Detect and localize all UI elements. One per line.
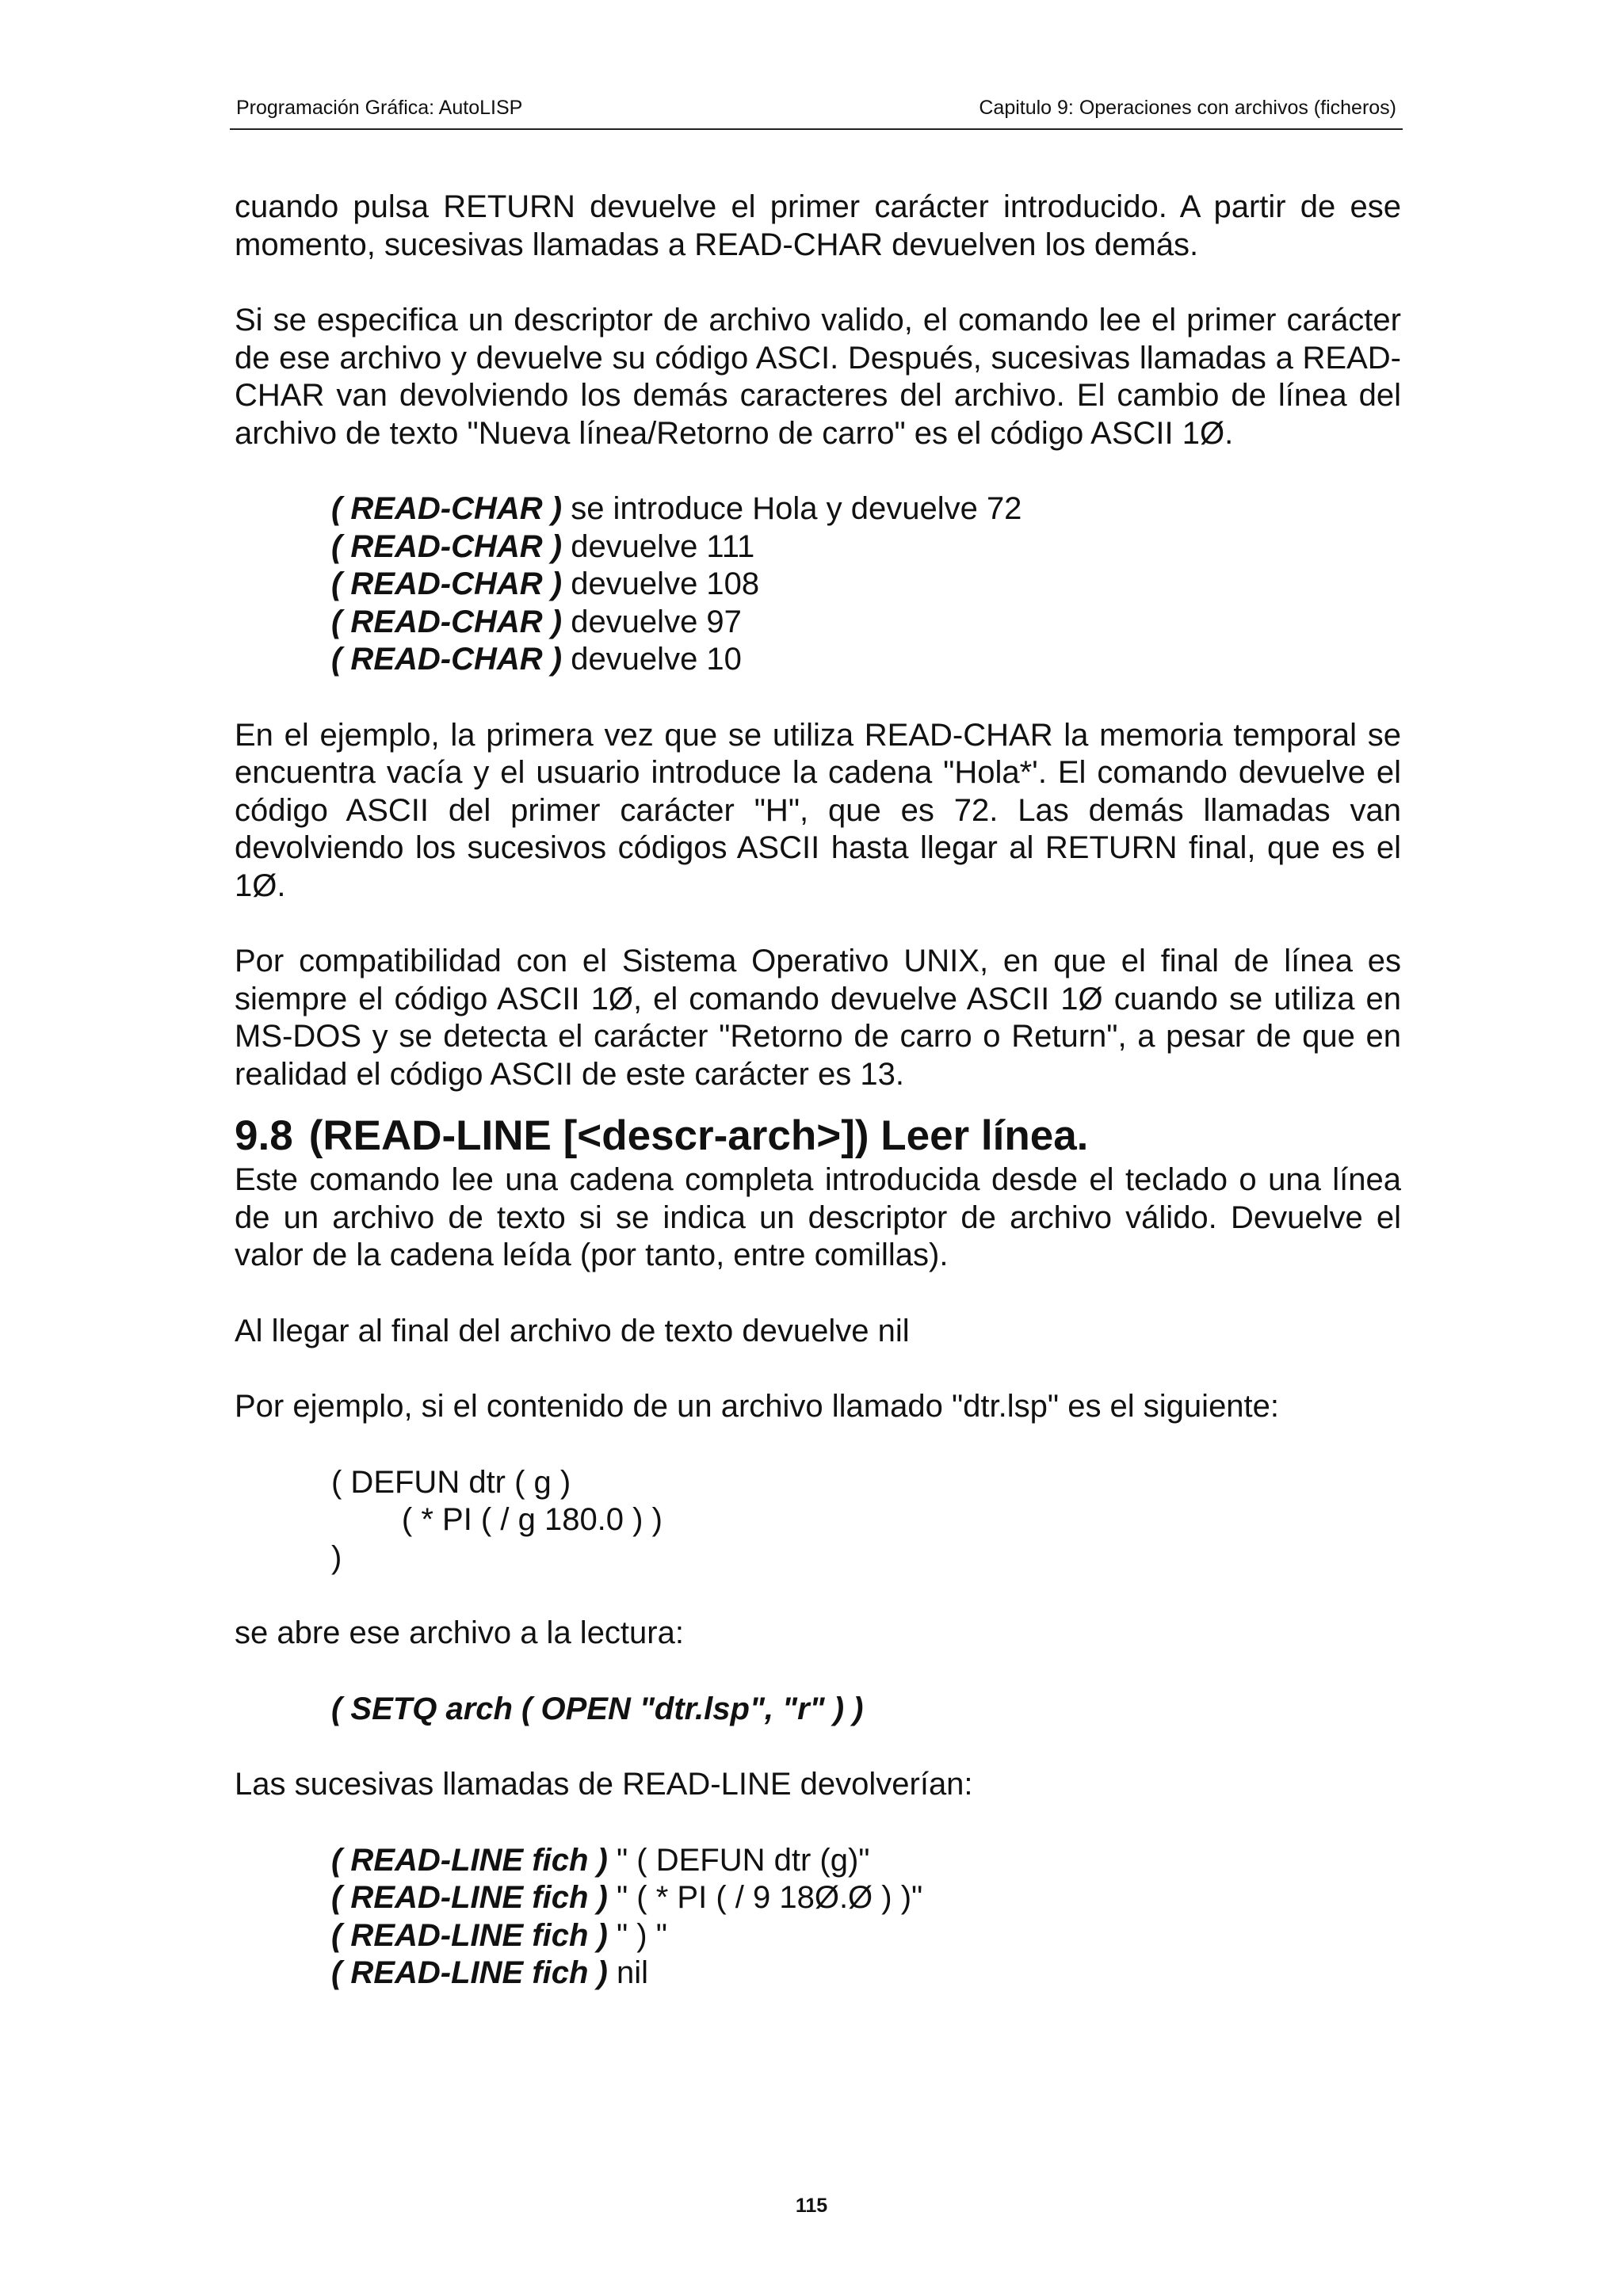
function-call: ( READ-CHAR )	[331, 642, 563, 677]
paragraph: Por ejemplo, si el contenido de un archivo llamado "dtr.lsp" es el siguiente:	[235, 1389, 1280, 1424]
paragraph: cuando pulsa RETURN devuelve el primer carácter introducido. A partir de ese momento, sucesivas llamadas a READ-CHAR devuelven los demás.	[235, 189, 1401, 262]
page-header	[230, 93, 1403, 130]
paragraph: Por compatibilidad con el Sistema Operativo UNIX, en que el final de línea es siempre el código ASCII 1Ø, el comando devuelve ASCII 1Ø cuando se utiliza en MS-DOS y se detecta el carácter "Retorno de carro o Return", a pesar de que en realidad el código ASCII de este carácter es 13.	[235, 944, 1401, 1092]
code-line	[331, 566, 1401, 604]
page-body	[235, 189, 1401, 1993]
code-line	[331, 1842, 1401, 1880]
function-call: ( READ-LINE fich )	[331, 1842, 608, 1878]
paragraph: Este comando lee una cadena completa introducida desde el teclado o una línea de un archivo de texto si se indica un descriptor de archivo válido. Devuelve el valor de la cadena leída (por tanto, entre comillas).	[235, 1162, 1401, 1272]
code-result: devuelve 111	[562, 528, 755, 564]
setq-example	[331, 1691, 1401, 1729]
dtr-code-block	[331, 1464, 1401, 1577]
function-call: ( READ-LINE fich )	[331, 1917, 608, 1953]
section-heading	[235, 1111, 1401, 1161]
code-line	[331, 490, 1401, 528]
code-result: " ( DEFUN dtr (g)"	[607, 1842, 870, 1878]
readline-example-block	[331, 1842, 1401, 1993]
paragraph: Si se especifica un descriptor de archivo valido, el comando lee el primer carácter de ese archivo y devuelve su código ASCI. Después, sucesivas llamadas a READ-CHAR van devolviendo los demás caracteres del archivo. El cambio de línea del archivo de texto "Nueva línea/Retorno de carro" es el código ASCII 1Ø.	[235, 303, 1401, 451]
code-result: " ( * PI ( / 9 18Ø.Ø ) )"	[607, 1880, 923, 1915]
paragraph: Al llegar al final del archivo de texto devuelve nil	[235, 1313, 910, 1348]
function-call: ( READ-CHAR )	[331, 528, 563, 564]
header-book-title: Programación Gráfica: AutoLISP	[236, 97, 523, 119]
paragraph: se abre ese archivo a la lectura:	[235, 1615, 684, 1650]
function-call: ( READ-CHAR )	[331, 491, 563, 526]
paragraph: En el ejemplo, la primera vez que se utiliza READ-CHAR la memoria temporal se encuentra vacía y el usuario introduce la cadena "Hola*'. El comando devuelve el código ASCII del primer carácter "H", que es 72. Las demás llamadas van devolviendo los sucesivos códigos ASCII hasta llegar al RETURN final, que es el 1Ø.	[235, 717, 1401, 903]
code-line: ( SETQ arch ( OPEN "dtr.lsp", "r" ) )	[331, 1691, 864, 1726]
paragraph: Las sucesivas llamadas de READ-LINE devolverían:	[235, 1767, 973, 1802]
code-line	[331, 1879, 1401, 1917]
readchar-example-block	[331, 490, 1401, 679]
code-result: devuelve 10	[562, 642, 742, 677]
page-number: 115	[795, 2195, 828, 2217]
code-result: " ) "	[607, 1917, 667, 1953]
function-call: ( READ-LINE fich )	[331, 1880, 608, 1915]
code-result: nil	[607, 1955, 649, 1990]
code-line: ( DEFUN dtr ( g )	[331, 1464, 571, 1500]
section-number: 9.8	[235, 1112, 293, 1159]
function-call: ( READ-LINE fich )	[331, 1955, 608, 1990]
code-line	[331, 1955, 1401, 1993]
code-line	[331, 604, 1401, 642]
code-result: devuelve 108	[562, 566, 760, 601]
code-line	[331, 528, 1401, 566]
section-title: (READ-LINE [<descr-arch>]) Leer línea.	[308, 1112, 1089, 1159]
code-line: ( * PI ( / g 180.0 ) )	[331, 1502, 663, 1537]
header-chapter-title: Capitulo 9: Operaciones con archivos (ficheros)	[979, 97, 1396, 119]
code-line	[331, 1917, 1401, 1955]
function-call: ( READ-CHAR )	[331, 604, 563, 639]
code-result: se introduce Hola y devuelve 72	[562, 491, 1022, 526]
code-result: devuelve 97	[562, 604, 742, 639]
code-line	[331, 641, 1401, 679]
function-call: ( READ-CHAR )	[331, 566, 563, 601]
code-line: )	[331, 1539, 342, 1575]
